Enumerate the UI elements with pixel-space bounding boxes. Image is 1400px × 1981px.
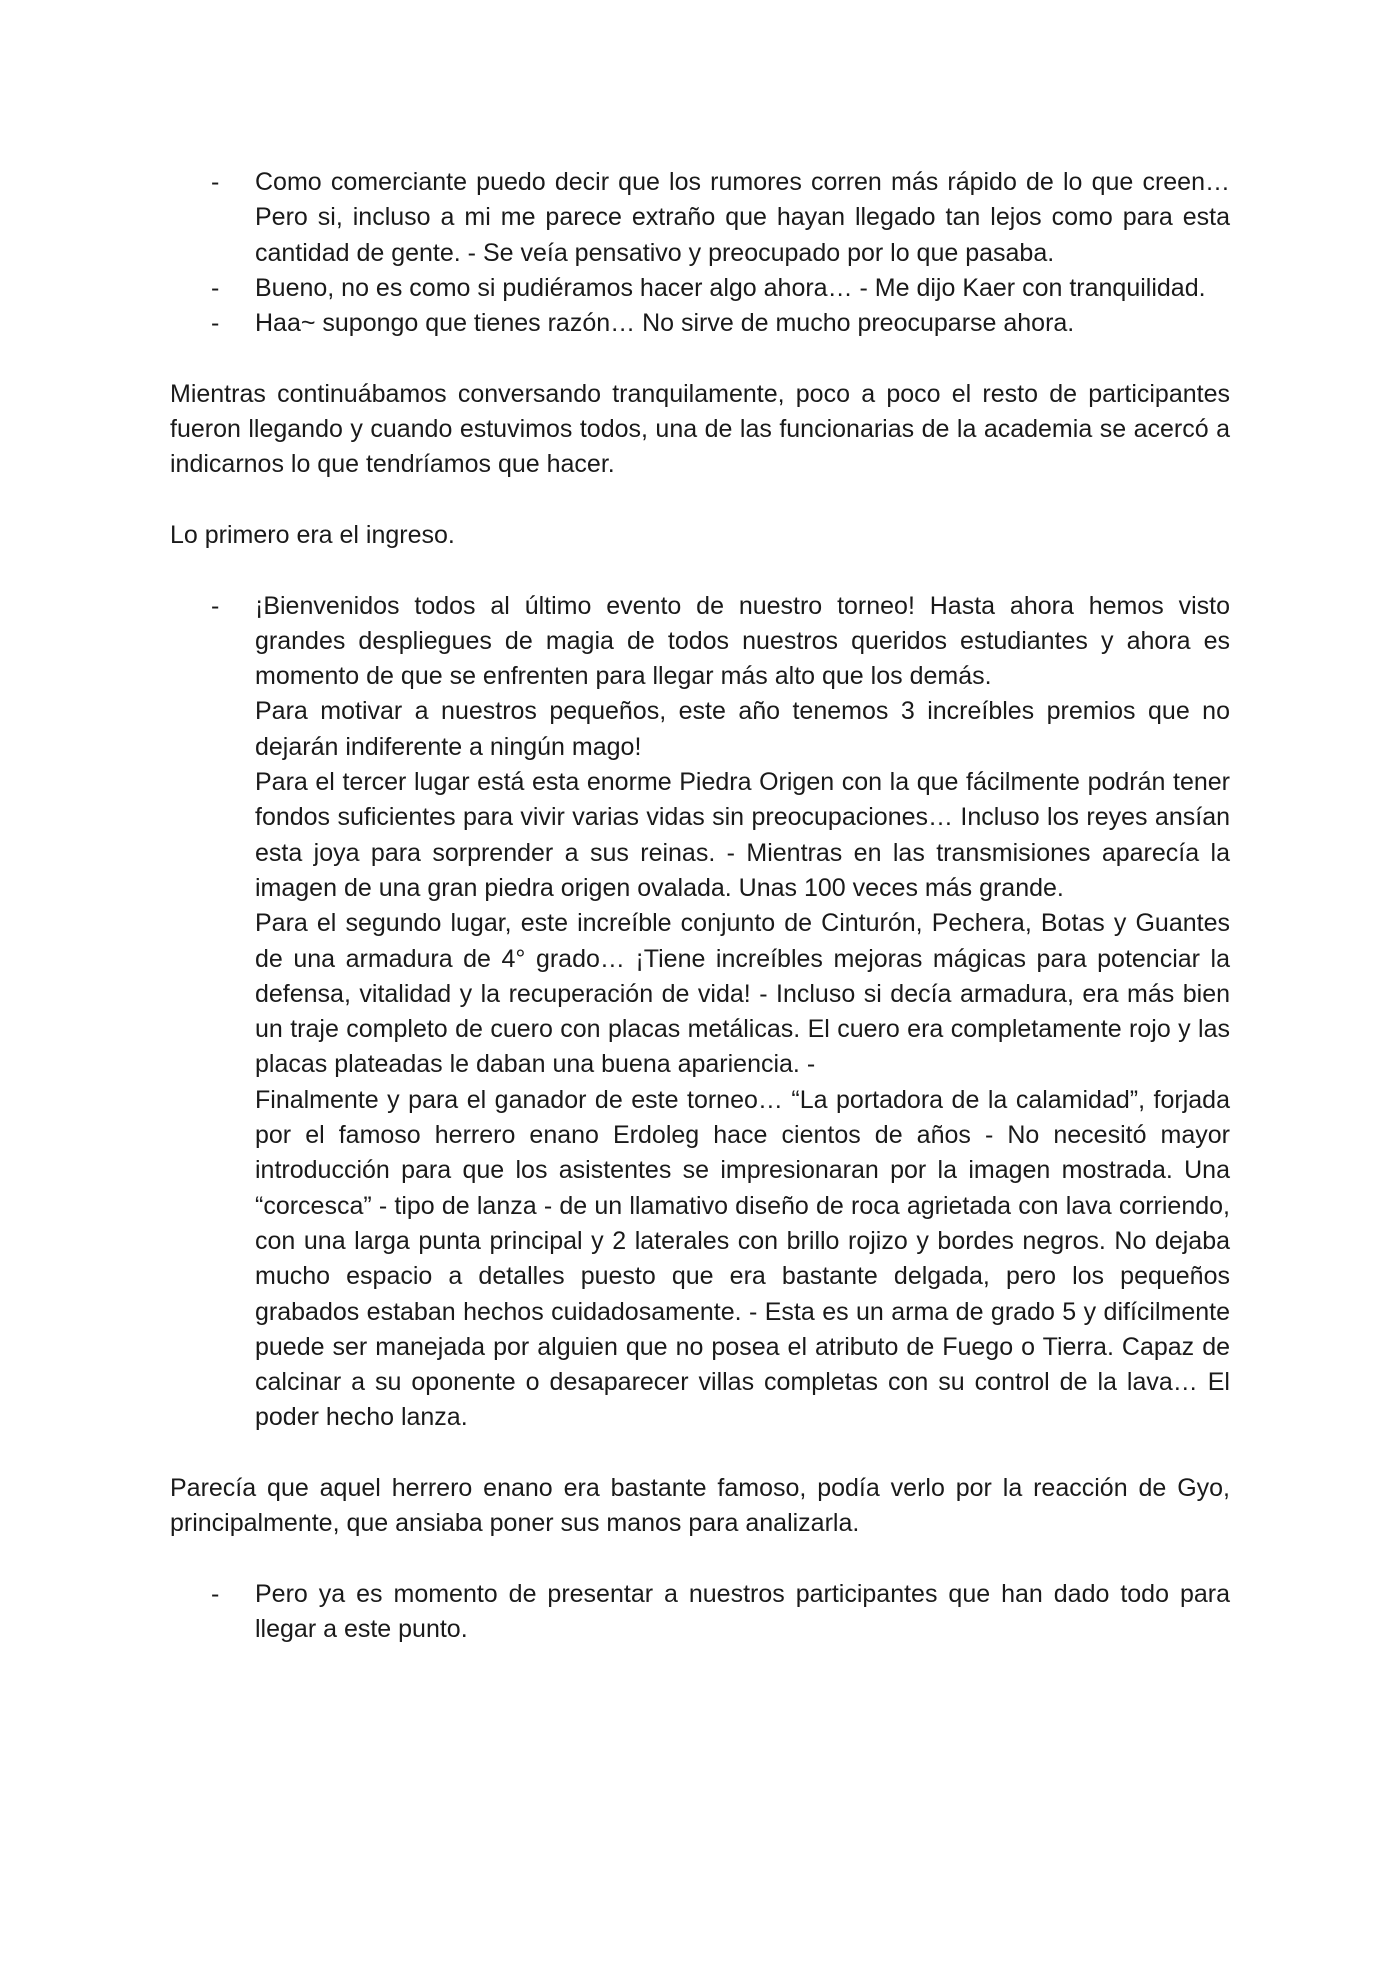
dash-marker: - [211, 309, 220, 338]
dialogue-item [170, 271, 1230, 306]
dialogue-text: Haa~ supongo que tienes razón… No sirve de mucho preocuparse ahora. [255, 309, 1075, 338]
dash-marker: - [211, 273, 220, 302]
dialogue-item [170, 589, 1230, 1436]
paragraph-gap [170, 553, 1230, 588]
narration-paragraph: Lo primero era el ingreso. [170, 520, 455, 549]
dialogue-list [170, 589, 1230, 1436]
dialogue-text: Pero ya es momento de presentar a nuestros participantes que han dado todo para llegar a este punto. [255, 1579, 1230, 1644]
dialogue-line: ¡Bienvenidos todos al último evento de nuestro torneo! Hasta ahora hemos visto grandes despliegues de magia de todos nuestros queridos estudiantes y ahora es momento de que se enfrenten para llegar más alto que los demás. [255, 591, 1230, 691]
paragraph-gap [170, 483, 1230, 518]
dash-marker: - [211, 591, 220, 620]
dialogue-line: Para el segundo lugar, este increíble conjunto de Cinturón, Pechera, Botas y Guantes de una armadura de 4° grado… ¡Tiene increíbles mejoras mágicas para potenciar la defensa, vitalidad y la recuperación de vida! - Incluso si decía armadura, era más bien un traje completo de cuero con placas metálicas. El cuero era completamente rojo y las placas plateadas le daban una buena apariencia. - [255, 909, 1230, 1079]
dialogue-line: Para motivar a nuestros pequeños, este año tenemos 3 increíbles premios que no dejarán indiferente a ningún mago! [255, 697, 1230, 761]
narration-paragraph: Mientras continuábamos conversando tranquilamente, poco a poco el resto de participantes fueron llegando y cuando estuvimos todos, una de las funcionarias de la academia se acercó a indicarnos lo que tendríamos que hacer. [170, 379, 1230, 479]
dash-marker: - [211, 168, 220, 196]
dialogue-line: Finalmente y para el ganador de este torneo… “La portadora de la calamidad”, forjada por el famoso herrero enano Erdoleg hace cientos de años - No necesitó mayor introducción para que los asistentes se impresionaran por la imagen mostrada. Una “corcesca” - tipo de lanza - de un llamativo diseño de roca agrietada con lava corriendo, con una larga punta principal y 2 laterales con brillo rojizo y bordes negros. No dejaba mucho espacio a detalles puesto que era bastante delgada, pero los pequeños grabados estaban hechos cuidadosamente. - Esta es un arma de grado 5 y difícilmente puede ser manejada por alguien que no posea el atributo de Fuego o Tierra. Capaz de calcinar a su oponente o desaparecer villas completas con su control de la lava… El poder hecho lanza. [255, 1085, 1230, 1432]
dialogue-line: Para el tercer lugar está esta enorme Piedra Origen con la que fácilmente podrán tener fondos suficientes para vivir varias vidas sin preocupaciones… Incluso los reyes ansían esta joya para sorprender a sus reinas. - Mientras en las transmisiones aparecía la imagen de una gran piedra origen ovalada. Unas 100 veces más grande. [255, 768, 1230, 902]
document-page [170, 165, 1230, 1647]
dialogue-list [170, 165, 1230, 341]
dialogue-text: Bueno, no es como si pudiéramos hacer algo ahora… - Me dijo Kaer con tranquilidad. [255, 273, 1206, 302]
dialogue-list [170, 1577, 1230, 1648]
paragraph-gap [170, 341, 1230, 376]
dialogue-text: Como comerciante puedo decir que los rumores corren más rápido de lo que creen… Pero si, incluso a mi me parece extraño que hayan llegado tan lejos como para esta cantidad de gente. - Se veía pensativo y preocupado por lo que pasaba. [255, 168, 1230, 267]
dialogue-item [170, 1577, 1230, 1648]
paragraph-gap [170, 1542, 1230, 1577]
dialogue-item [170, 306, 1230, 341]
narration-paragraph: Parecía que aquel herrero enano era bastante famoso, podía verlo por la reacción de Gyo, principalmente, que ansiaba poner sus manos para analizarla. [170, 1473, 1230, 1538]
paragraph-gap [170, 1436, 1230, 1471]
dialogue-item [170, 165, 1230, 271]
dash-marker: - [211, 1579, 220, 1608]
